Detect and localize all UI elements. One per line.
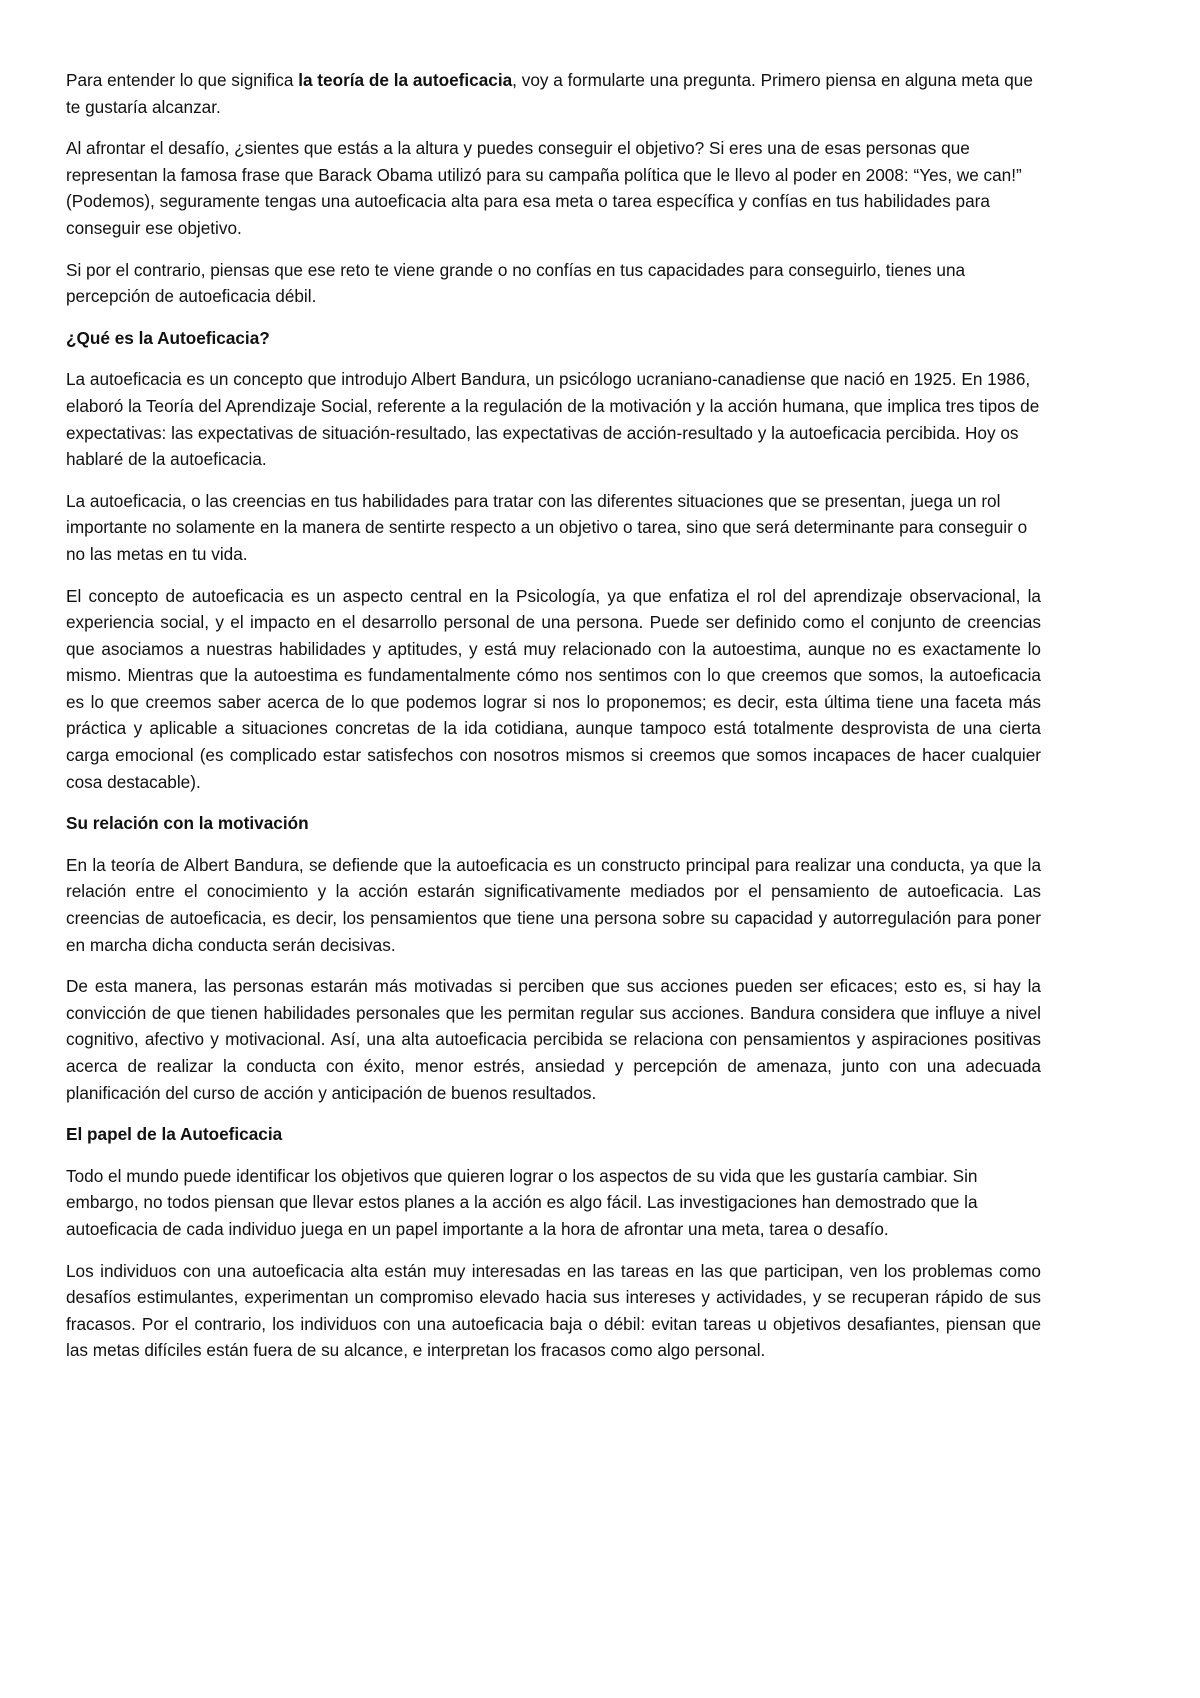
papel-paragraph-2: Los individuos con una autoeficacia alta están muy interesadas en las tareas en las que participan, ven los problemas como desafíos estimulantes, experimentan un compromiso elevado hacia sus intereses y actividades, y se recuperan rápido de sus fracasos. Por el contrario, los individuos con una autoeficacia baja o débil: evitan tareas u objetivos desafiantes, piensan que las metas difíciles están fuera de su alcance, e interpretan los fracasos como algo personal.	[66, 1260, 1041, 1361]
que-es-paragraph-3: El concepto de autoeficacia es un aspecto central en la Psicología, ya que enfatiza el rol del aprendizaje observacional, la experiencia social, y el impacto en el desarrollo personal de una persona. Puede ser definido como el conjunto de creencias que asociamos a nuestras habilidades y aptitudes, y está muy relacionado con la autoestima, aunque no es exactamente lo mismo. Mientras que la autoestima es fundamentalmente cómo nos sentimos con lo que creemos que somos, la autoeficacia es lo que creemos saber acerca de lo que podemos lograr si nos lo proponemos; es decir, esta última tiene una faceta más práctica y aplicable a situaciones concretas de la ida cotidiana, aunque tampoco está totalmente desprovista de una cierta carga emocional (es complicado estar satisfechos con nosotros mismos si creemos que somos incapaces de hacer cualquier cosa destacable).	[66, 585, 1041, 792]
motivacion-paragraph-2: De esta manera, las personas estarán más motivadas si perciben que sus acciones pueden ser eficaces; esto es, si hay la convicción de que tienen habilidades personales que les permitan regular sus acciones. Bandura considera que influye a nivel cognitivo, afectivo y motivacional. Así, una alta autoeficacia percibida se relaciona con pensamientos y aspiraciones positivas acerca de realizar la conducta con éxito, menor estrés, ansiedad y percepción de amenaza, junto con una adecuada planificación del curso de acción y anticipación de buenos resultados.	[66, 976, 1041, 1103]
document-body	[66, 67, 1041, 1379]
que-es-paragraph-1: La autoeficacia es un concepto que introdujo Albert Bandura, un psicólogo ucraniano-canadiense que nació en 1925. En 1986, elaboró la Teoría del Aprendizaje Social, referente a la regulación de la motivación y la acción humana, que implica tres tipos de expectativas: las expectativas de situación-resultado, las expectativas de acción-resultado y la autoeficacia percibida. Hoy os hablaré de la autoeficacia.	[66, 369, 1040, 470]
intro-paragraph-1	[66, 67, 1041, 120]
intro-paragraph-2: Al afrontar el desafío, ¿sientes que estás a la altura y puedes conseguir el objetivo? Si eres una de esas personas que representan la famosa frase que Barack Obama utilizó para su campaña política que le llevo al poder en 2008: “Yes, we can!” (Podemos), seguramente tengas una autoeficacia alta para esa meta o tarea específica y confías en tus habilidades para conseguir ese objetivo.	[66, 138, 1022, 238]
motivacion-paragraph-1: En la teoría de Albert Bandura, se defiende que la autoeficacia es un constructo principal para realizar una conducta, ya que la relación entre el conocimiento y la acción estarán significativamente mediados por el pensamiento de autoeficacia. Las creencias de autoeficacia, es decir, los pensamientos que tiene una persona sobre su capacidad y autorregulación para poner en marcha dicha conducta serán decisivas.	[66, 854, 1041, 955]
papel-paragraph-1: Todo el mundo puede identificar los objetivos que quieren lograr o los aspectos de su vida que les gustaría cambiar. Sin embargo, no todos piensan que llevar estos planes a la acción es algo fácil. Las investigaciones han demostrado que la autoeficacia de cada individuo juega en un papel importante a la hora de afrontar una meta, tarea o desafío.	[66, 1165, 978, 1239]
heading-relacion-motivacion: Su relación con la motivación	[66, 813, 309, 834]
heading-que-es-autoeficacia: ¿Qué es la Autoeficacia?	[66, 327, 270, 348]
intro-paragraph-3: Si por el contrario, piensas que ese reto te viene grande o no confías en tus capacidades para conseguirlo, tienes una percepción de autoeficacia débil.	[66, 259, 966, 307]
que-es-paragraph-2: La autoeficacia, o las creencias en tus habilidades para tratar con las diferentes situaciones que se presentan, juega un rol importante no solamente en la manera de sentirte respecto a un objetivo o tarea, sino que será determinante para conseguir o no las metas en tu vida.	[66, 490, 1028, 564]
intro-text-end: , voy a formularte una pregunta. Primero piensa en alguna meta que te gustaría alcanzar.	[66, 70, 1033, 117]
intro-text-start: Para entender lo que significa	[66, 70, 299, 90]
heading-papel-autoeficacia: El papel de la Autoeficacia	[66, 1124, 283, 1145]
intro-bold-term: la teoría de la autoeficacia	[298, 70, 513, 90]
